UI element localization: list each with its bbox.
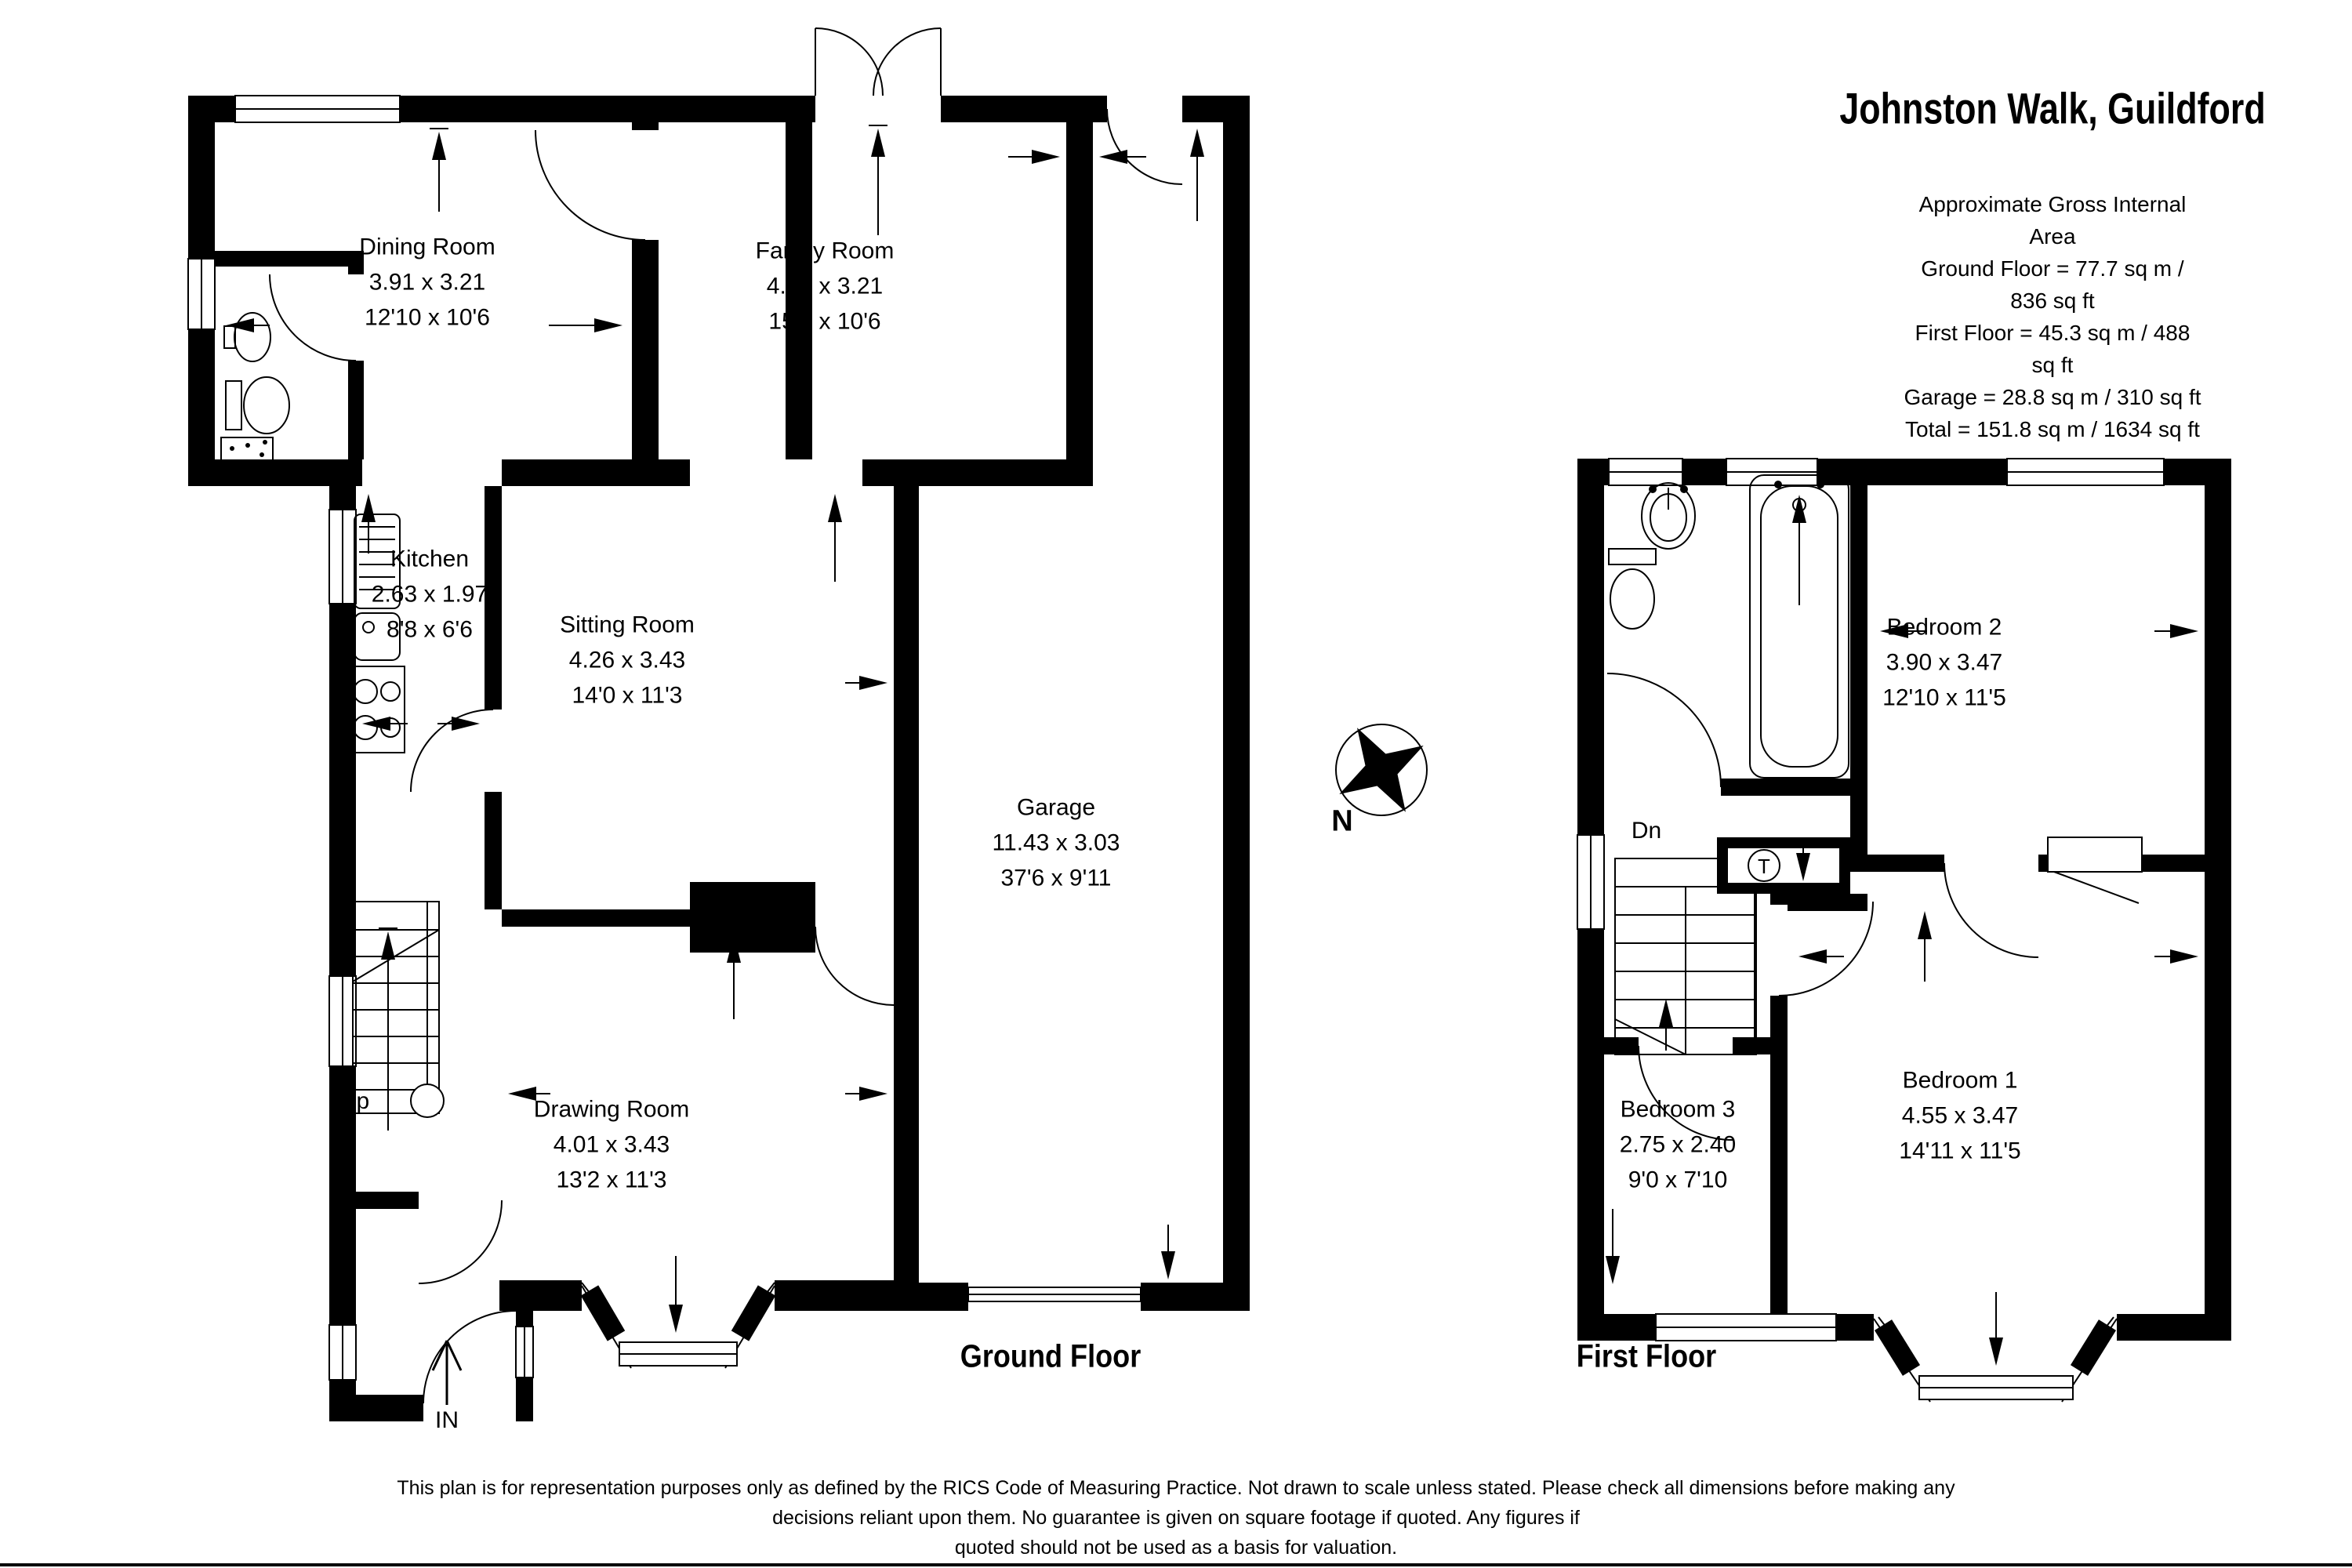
toilet-icon <box>244 377 289 434</box>
room-label-bedroom3: Bedroom 3 2.75 x 2.40 9'0 x 7'10 <box>1619 1096 1737 1193</box>
wall <box>356 1192 419 1209</box>
arrow-head <box>1606 1256 1620 1284</box>
area-ground-floor: Ground Floor = 77.7 sq m / 836 sq ft <box>1921 256 2184 313</box>
wall <box>2117 1314 2231 1341</box>
dimension-arrow-icon <box>226 318 270 332</box>
window-icon <box>1726 459 1817 485</box>
stairs-up-label: Up <box>339 1088 370 1114</box>
wall <box>1682 459 1726 485</box>
wall <box>632 122 659 130</box>
arrow-head <box>452 717 480 731</box>
window-icon <box>329 510 356 604</box>
wall <box>348 361 364 459</box>
room-label-garage: Garage 11.43 x 3.03 37'6 x 9'11 <box>992 794 1120 891</box>
wc-fixtures <box>221 313 289 480</box>
wall <box>329 486 356 510</box>
north-label: N <box>1331 804 1353 838</box>
arrow-head <box>2170 949 2198 964</box>
arrow-head <box>432 132 446 160</box>
room-label-bedroom2: Bedroom 2 3.90 x 3.47 12'10 x 11'5 <box>1882 614 2006 711</box>
room-label-sitting: Sitting Room 4.26 x 3.43 14'0 x 11'3 <box>560 612 695 709</box>
window-icon <box>1577 835 1604 929</box>
ground-floor-stairs <box>353 902 444 1117</box>
room-label-kitchen: Kitchen 2.63 x 1.97 8'8 x 6'6 <box>371 546 488 643</box>
french-door-left-arc <box>815 28 883 96</box>
window-icon <box>1656 1314 1836 1341</box>
dimension-arrow-icon <box>432 132 446 212</box>
arrow-head <box>1032 150 1060 164</box>
bottom-rule <box>0 1563 2352 1566</box>
wall <box>1770 894 1788 905</box>
room-label-drawing: Drawing Room 4.01 x 3.43 13'2 x 11'3 <box>533 1096 690 1193</box>
bathroom-fixtures <box>1609 475 1849 778</box>
wall <box>862 459 1093 486</box>
dimension-arrow-icon <box>669 1256 683 1333</box>
arrow-head <box>381 931 395 960</box>
wall <box>632 240 659 486</box>
arrow-head <box>1918 911 1932 939</box>
dimension-arrow-icon <box>1190 129 1204 221</box>
arrow-head <box>361 494 376 522</box>
wall <box>1733 1037 1788 1054</box>
arrow-head <box>669 1305 683 1333</box>
bathroom-door-arc <box>1607 673 1721 787</box>
arrow-head <box>828 494 842 522</box>
wall <box>188 459 362 486</box>
dining-door-arc <box>535 130 645 240</box>
dimension-arrow-icon <box>1008 150 1060 164</box>
dimension-arrow-icon <box>362 717 408 731</box>
dimension-arrow-icon <box>1918 911 1932 982</box>
dimension-arrow-icon <box>845 1087 887 1101</box>
dimension-arrow-icon <box>1989 1292 2003 1366</box>
wall <box>2205 459 2231 1341</box>
dimension-arrow-icon <box>1099 150 1146 164</box>
wall <box>1141 1283 1250 1311</box>
disclaimer: This plan is for representation purposes only as defined by the RICS Code of Measuring Practice. Not drawn to scale unless stated. Please check all dimensions before making any decisions reliant upon them. No guarantee is given on square footage if quoted. Any figures if quoted should not be used as a basis for valuation. <box>397 1477 1955 1559</box>
wall <box>1066 96 1093 459</box>
ground-floor-caption: Ground Floor <box>960 1338 1142 1374</box>
hall-door-arc <box>419 1200 502 1283</box>
room-label-dining: Dining Room 3.91 x 3.21 12'10 x 10'6 <box>359 234 495 331</box>
garage-door <box>968 1287 1141 1301</box>
arrow-head <box>1190 129 1204 157</box>
wall <box>1721 779 1867 796</box>
wall <box>329 1280 356 1325</box>
wall <box>1850 779 1867 872</box>
wall <box>1788 894 1867 911</box>
wall <box>1867 855 1944 872</box>
wall <box>485 792 502 909</box>
bedroom2-door-arc <box>1944 863 2038 957</box>
toilet-cistern-icon <box>1609 549 1656 564</box>
wall <box>1850 485 1867 779</box>
wall <box>400 96 815 122</box>
airing-cupboard <box>2048 837 2142 872</box>
arrow-head <box>1099 150 1127 164</box>
wall <box>775 1280 894 1311</box>
dimension-arrow-icon <box>871 129 885 235</box>
toilet-icon <box>1610 569 1654 629</box>
bedroom1-door-arc <box>1779 902 1873 996</box>
window-icon <box>1609 459 1682 485</box>
wall <box>329 1395 423 1421</box>
wc-door-arc <box>270 274 356 361</box>
area-total: Total = 151.8 sq m / 1634 sq ft <box>1905 417 2200 441</box>
newel-post <box>411 1084 444 1117</box>
toilet-cistern-icon <box>226 381 241 430</box>
dimension-arrow-icon <box>1798 949 1844 964</box>
arrow-head <box>1161 1251 1175 1279</box>
wall <box>502 459 690 486</box>
drawing-room-bay-window <box>582 1283 775 1368</box>
room-label-bedroom1: Bedroom 1 4.55 x 3.47 14'11 x 11'5 <box>1899 1067 2021 1164</box>
arrow-head <box>859 1087 887 1101</box>
dimension-arrow-icon <box>1161 1225 1175 1279</box>
front-door-arc <box>423 1311 516 1403</box>
window-icon <box>235 96 400 122</box>
arrow-head <box>1659 999 1673 1027</box>
wall <box>1577 459 1604 835</box>
wall <box>215 251 348 267</box>
drawing-room-door-arc <box>815 927 894 1005</box>
dimension-arrow-icon <box>381 931 395 1131</box>
window-icon <box>329 976 356 1066</box>
dimension-arrow-icon <box>1792 495 1806 605</box>
dimension-arrow-icon <box>828 494 842 582</box>
tank-label: T <box>1758 855 1770 878</box>
room-label-family: Family Room 4.70 x 3.21 15'5 x 10'6 <box>755 238 895 335</box>
dimension-arrow-icon <box>1606 1209 1620 1284</box>
entrance-arrow-icon <box>433 1341 461 1405</box>
stairs-dn-label: Dn <box>1631 818 1662 844</box>
window-icon <box>516 1327 533 1377</box>
arrow-head <box>2170 624 2198 638</box>
window-icon <box>329 1325 356 1380</box>
page-title: Johnston Walk, Guildford <box>1839 83 2266 133</box>
wall <box>690 882 815 953</box>
wall <box>502 909 690 927</box>
wall <box>894 486 919 1283</box>
wall <box>188 96 215 259</box>
arrow-head <box>508 1087 536 1101</box>
wall <box>1577 1037 1639 1054</box>
arrow-head <box>594 318 622 332</box>
first-floor-caption: First Floor <box>1576 1338 1717 1374</box>
wall <box>1223 96 1250 1311</box>
dimension-arrow-icon <box>2154 624 2198 638</box>
window-icon <box>2007 459 2164 485</box>
window-icon <box>188 259 215 329</box>
dimension-arrow-icon <box>549 318 622 332</box>
arrow-head <box>871 129 885 157</box>
wall <box>1577 1314 1656 1341</box>
wall <box>516 1377 533 1421</box>
entrance-in-label: IN <box>435 1407 459 1433</box>
arrow-head <box>1798 949 1827 964</box>
area-garage: Garage = 28.8 sq m / 310 sq ft <box>1904 385 2201 409</box>
dimension-arrow-icon <box>2154 949 2198 964</box>
garage-side-door-arc <box>1107 109 1182 184</box>
wall <box>499 1280 582 1311</box>
french-door-right-arc <box>873 28 941 96</box>
area-heading: Approximate Gross Internal Area <box>1918 192 2187 249</box>
area-first-floor: First Floor = 45.3 sq m / 488 sq ft <box>1915 321 2190 377</box>
wall <box>329 604 356 976</box>
sink-pedestal-icon <box>224 326 235 348</box>
arrow-head <box>859 676 887 690</box>
wall <box>1836 1314 1874 1341</box>
dimension-arrow-icon <box>845 676 887 690</box>
hob-icon <box>350 666 405 753</box>
arrow-head <box>1989 1338 2003 1366</box>
dimension-arrow-icon <box>437 717 480 731</box>
wall <box>1577 929 1604 1341</box>
area-summary <box>1903 188 2202 445</box>
